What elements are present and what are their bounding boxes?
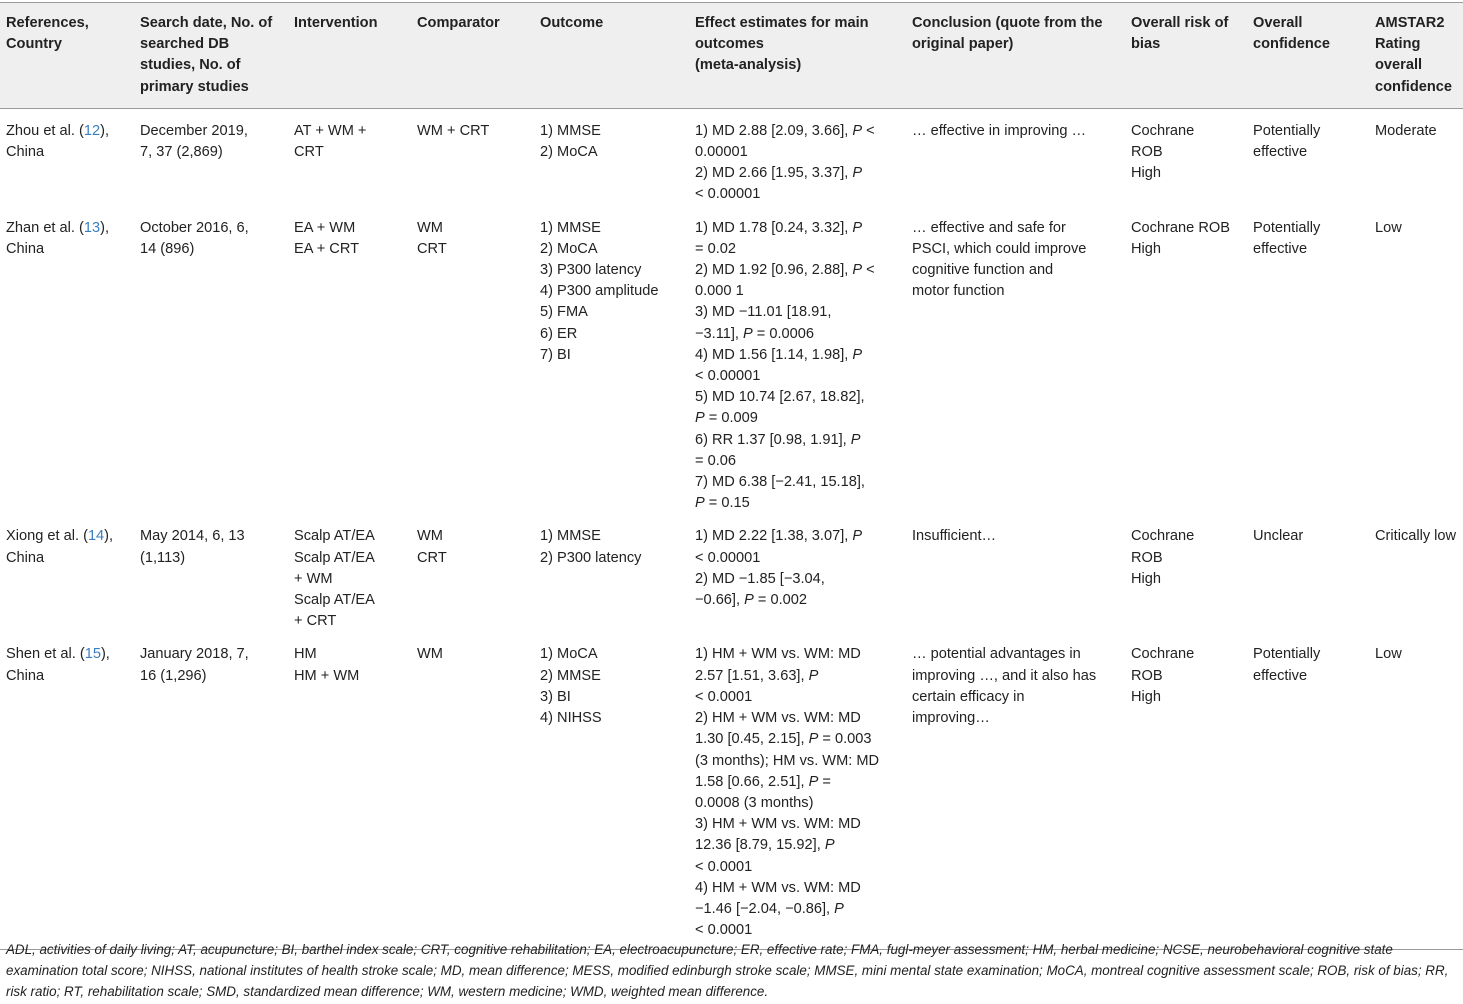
cell-amstar: Moderate bbox=[1375, 122, 1437, 139]
header-confidence: Overall confidence bbox=[1253, 15, 1331, 53]
citation-link[interactable]: 14 bbox=[87, 528, 105, 545]
p-value-symbol: P bbox=[852, 528, 863, 545]
header-row bbox=[0, 3, 1463, 109]
cell-outcome: 1) MMSE 2) MoCA bbox=[540, 122, 601, 161]
header-amstar2: AMSTAR2 Rating overall confidence bbox=[1375, 15, 1453, 95]
header-search-date: Search date, No. of searched DB studies, No. of primary studies bbox=[140, 15, 273, 95]
cell-confidence: Potentially effective bbox=[1253, 219, 1321, 257]
cell-search: January 2018, 7, 16 (1,296) bbox=[140, 646, 249, 684]
cell-search: December 2019, 7, 37 (2,869) bbox=[140, 122, 248, 161]
header-risk-of-bias: Overall risk of bias bbox=[1131, 15, 1229, 53]
p-value-symbol: P bbox=[852, 219, 863, 236]
p-value-symbol: P bbox=[852, 165, 863, 182]
table-row bbox=[0, 206, 1463, 515]
table-row bbox=[0, 632, 1463, 949]
p-value-symbol: P bbox=[695, 495, 705, 512]
header-comparator: Comparator bbox=[417, 15, 500, 31]
table-footnote: ADL, activities of daily living; AT, acupuncture; BI, barthel index scale; CRT, cognitive rehabilitation; EA, electroacupuncture; ER, effective rate; FMA, fugl-meyer assessment; HM, herbal medicine; NCSE, neurobehavioral cognitive state examination total score; NIHSS, national institutes of health stroke scale; MD, mean difference; MESS, modified edinburgh stroke scale; MMSE, mini mental state examination; MoCA, montreal cognitive assessment scale; ROB, risk of bias; RR, risk ratio; RT, rehabilitation scale; SMD, standardized mean difference; WM, western medicine; WMD, weighted mean difference. bbox=[6, 942, 1449, 999]
cell-conclusion: … potential advantages in improving …, and it also has certain efficacy in improving… bbox=[912, 646, 1097, 727]
table-row bbox=[0, 108, 1463, 205]
cell-comparator: WM bbox=[417, 646, 443, 663]
cell-reference: Zhou et al. (12), China bbox=[6, 122, 110, 161]
citation-link[interactable]: 13 bbox=[83, 219, 101, 236]
p-value-symbol: P bbox=[852, 122, 863, 139]
table-row bbox=[0, 514, 1463, 632]
cell-search: October 2016, 6, 14 (896) bbox=[140, 219, 249, 257]
p-value-symbol: P bbox=[808, 773, 819, 790]
cell-reference: Xiong et al. (14), China bbox=[6, 528, 114, 566]
cell-effect: 1) MD 2.22 [1.38, 3.07], P < 0.00001 2) MD −1.85 [−3.04, −0.66], P = 0.002 bbox=[695, 528, 863, 609]
header-conclusion: Conclusion (quote from the original paper) bbox=[912, 15, 1103, 53]
cell-bias: Cochrane ROB High bbox=[1131, 219, 1230, 257]
citation-link[interactable]: 15 bbox=[84, 646, 101, 663]
cell-comparator: WM CRT bbox=[417, 528, 447, 566]
header-effect-estimates: Effect estimates for main outcomes (meta-analysis) bbox=[695, 15, 869, 74]
cell-reference: Shen et al. (15), China bbox=[6, 646, 110, 684]
p-value-symbol: P bbox=[852, 346, 863, 363]
cell-intervention: AT + WM + CRT bbox=[294, 122, 367, 161]
cell-intervention: HM HM + WM bbox=[294, 646, 360, 684]
p-value-symbol: P bbox=[695, 410, 705, 427]
cell-conclusion: … effective in improving … bbox=[912, 122, 1087, 139]
p-value-symbol: P bbox=[852, 262, 863, 279]
p-value-symbol: P bbox=[808, 667, 819, 684]
cell-conclusion: … effective and safe for PSCI, which could improve cognitive function and motor function bbox=[912, 219, 1087, 300]
p-value-symbol: P bbox=[744, 592, 754, 609]
cell-bias: Cochrane ROB High bbox=[1131, 122, 1195, 182]
citation-link[interactable]: 12 bbox=[83, 122, 101, 139]
p-value-symbol: P bbox=[850, 431, 861, 448]
p-value-symbol: P bbox=[743, 325, 753, 342]
cell-outcome: 1) MoCA 2) MMSE 3) BI 4) NIHSS bbox=[540, 646, 602, 727]
cell-search: May 2014, 6, 13 (1,113) bbox=[140, 528, 245, 566]
header-references: References, Country bbox=[6, 15, 89, 53]
cell-intervention: EA + WM EA + CRT bbox=[294, 219, 360, 257]
cell-outcome: 1) MMSE 2) MoCA 3) P300 latency 4) P300 amplitude 5) FMA 6) ER 7) BI bbox=[540, 219, 659, 363]
cell-intervention: Scalp AT/EA Scalp AT/EA + WM Scalp AT/EA + CRT bbox=[294, 528, 375, 630]
p-value-symbol: P bbox=[834, 900, 844, 917]
cell-effect: 1) MD 1.78 [0.24, 3.32], P = 0.02 2) MD 1.92 [0.96, 2.88], P < 0.000 1 3) MD −11.01 [18.91, −3.11], P = 0.0006 4) MD 1.56 [1.14, 1.98], P < 0.00001 5) MD 10.74 [2.67, 18.82], P = 0.009 6) RR 1.37 [0.98, 1.91], P = 0.06 7) MD 6.38 [−2.41, 15.18], P = 0.15 bbox=[695, 219, 875, 512]
header-outcome: Outcome bbox=[540, 15, 604, 31]
cell-bias: Cochrane ROB High bbox=[1131, 646, 1195, 705]
p-value-symbol: P bbox=[808, 731, 819, 748]
cell-confidence: Potentially effective bbox=[1253, 122, 1321, 161]
cell-confidence: Potentially effective bbox=[1253, 646, 1321, 684]
cell-reference: Zhan et al. (13), China bbox=[6, 219, 110, 257]
cell-effect: 1) HM + WM vs. WM: MD 2.57 [1.51, 3.63], P < 0.0001 2) HM + WM vs. WM: MD 1.30 [0.45, 2.15], P = 0.003 (3 months); HM vs. WM: MD 1.58 [0.66, 2.51], P = 0.0008 (3 months) 3) HM + WM vs. WM: MD 12.36 [8.79, 15.92], P < 0.0001 4) HM + WM vs. WM: MD −1.46 [−2.04, −0.86], P < 0.0001 bbox=[695, 646, 880, 939]
cell-outcome: 1) MMSE 2) P300 latency bbox=[540, 528, 642, 566]
cell-confidence: Unclear bbox=[1253, 528, 1304, 545]
cell-amstar: Low bbox=[1375, 646, 1402, 663]
header-intervention: Intervention bbox=[294, 15, 378, 31]
cell-bias: Cochrane ROB High bbox=[1131, 528, 1195, 587]
cell-conclusion: Insufficient… bbox=[912, 528, 997, 545]
cell-effect: 1) MD 2.88 [2.09, 3.66], P < 0.00001 2) MD 2.66 [1.95, 3.37], P < 0.00001 bbox=[695, 122, 875, 203]
cell-amstar: Critically low bbox=[1375, 528, 1457, 545]
cell-comparator: WM + CRT bbox=[417, 122, 490, 139]
evidence-table bbox=[0, 2, 1463, 950]
cell-comparator: WM CRT bbox=[417, 219, 447, 257]
p-value-symbol: P bbox=[824, 837, 835, 854]
cell-amstar: Low bbox=[1375, 219, 1402, 236]
